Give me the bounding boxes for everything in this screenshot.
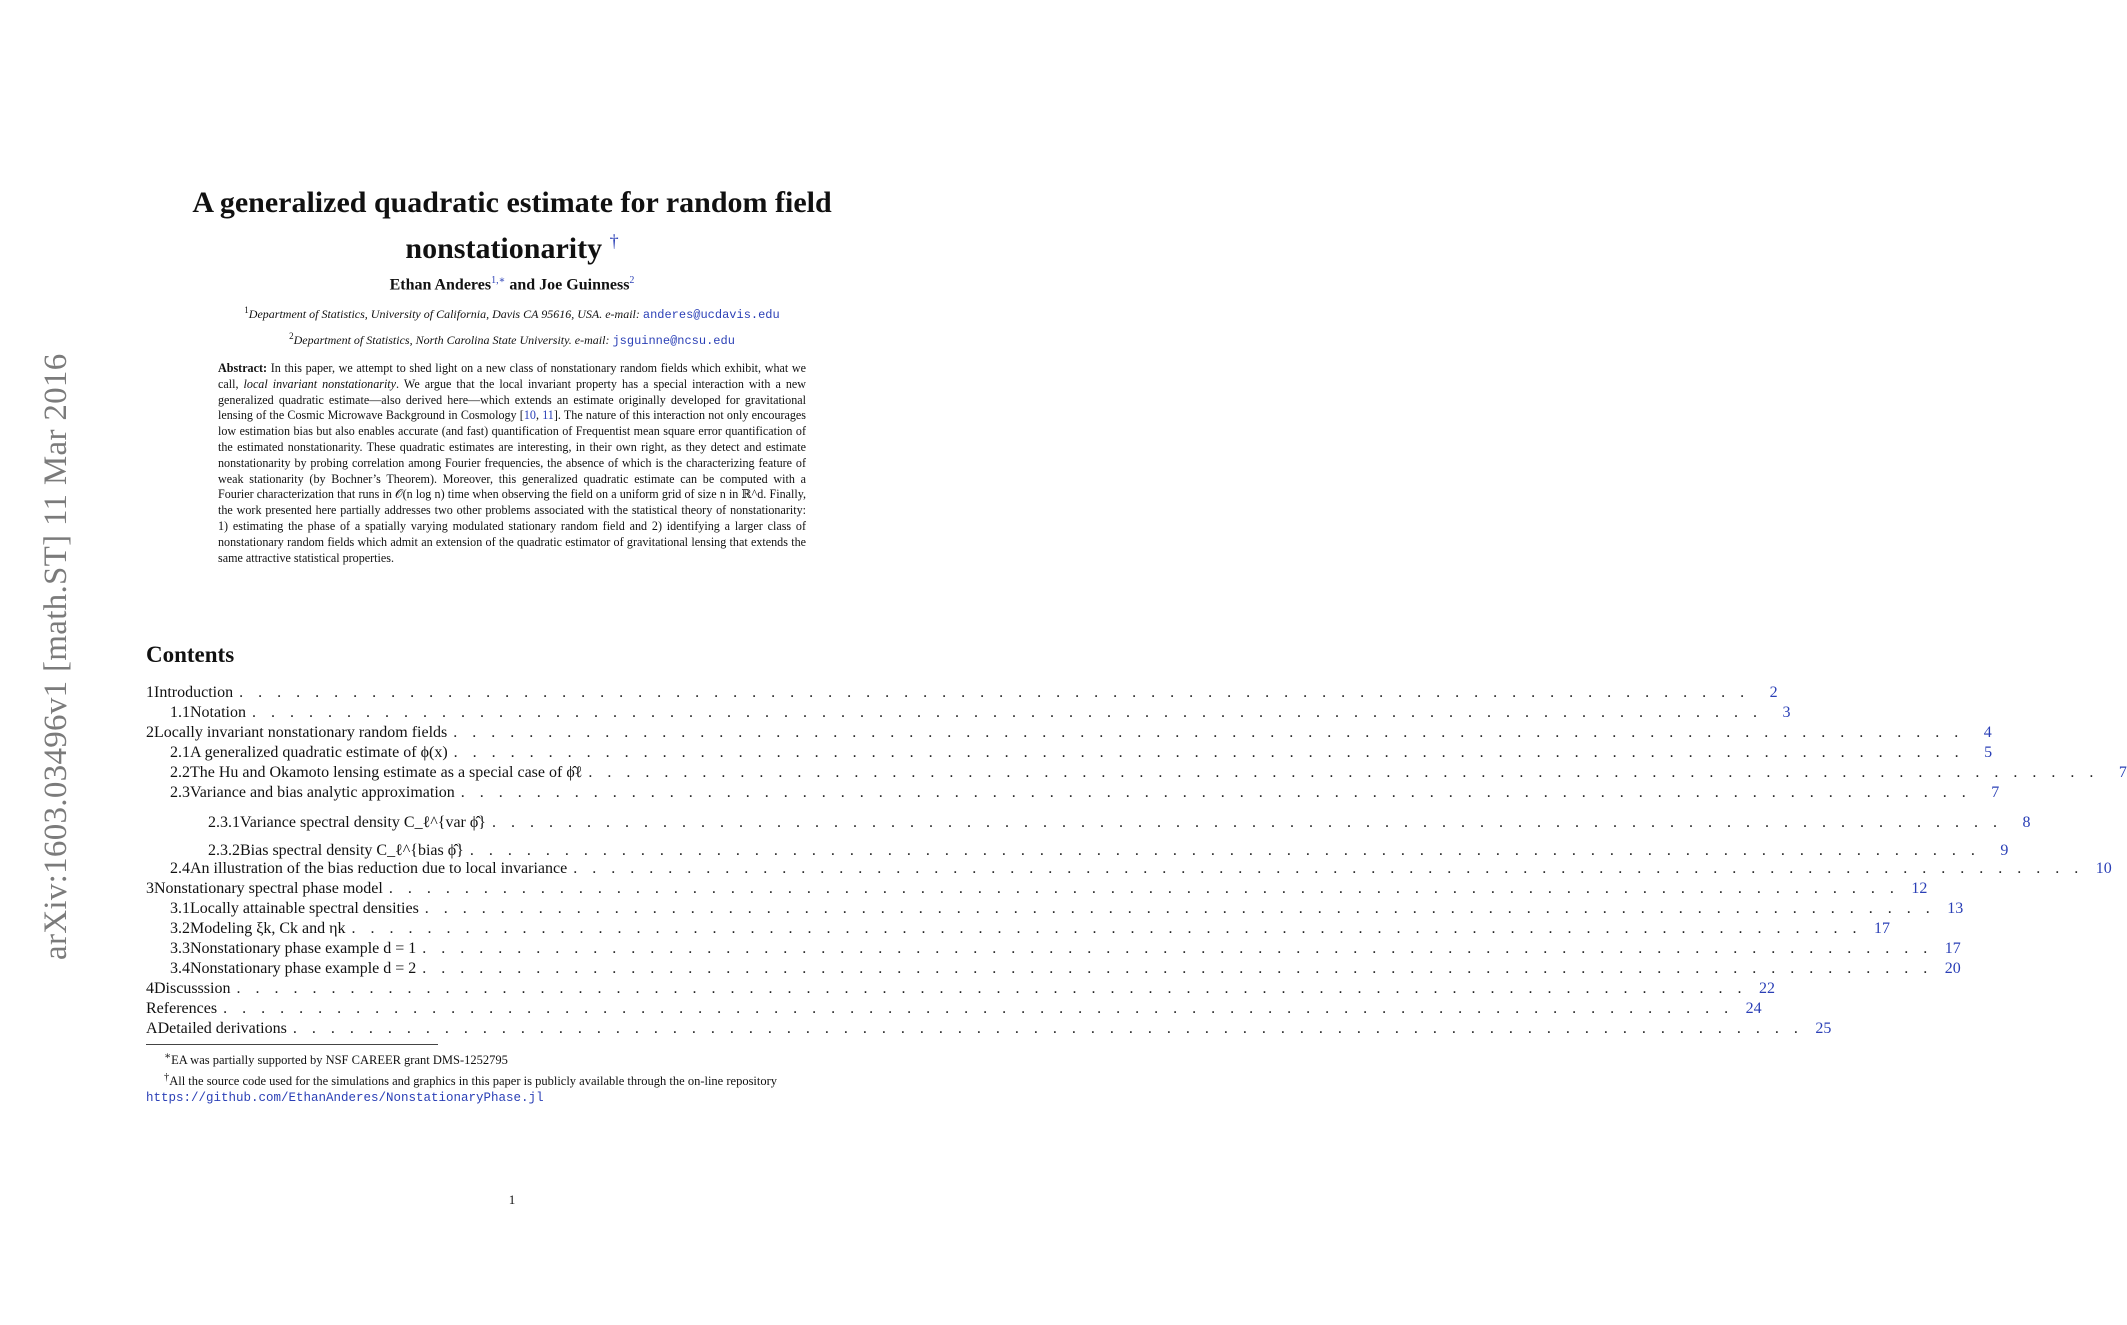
toc-entry-page[interactable]: 17: [1944, 940, 1961, 957]
toc-leader-dots: . . . . . . . . . . . . . . . . . . . . . . . . . . . . . . . . . . . . . . . . . . . . . . . . . . . . . . . . . . . . . . . . . . . . . . . . . . . . . . . .: [223, 1000, 1734, 1017]
toc-leader-dots: . . . . . . . . . . . . . . . . . . . . . . . . . . . . . . . . . . . . . . . . . . . . . . . . . . . . . . . . . . . . . . . . . . . . . . . . . . . . . . . .: [424, 900, 1936, 917]
toc-leader-dots: . . . . . . . . . . . . . . . . . . . . . . . . . . . . . . . . . . . . . . . . . . . . . . . . . . . . . . . . . . . . . . . . . . . . . . . . . . . . . . . .: [453, 744, 1965, 761]
toc-entry-label: Nonstationary phase example d = 2: [190, 960, 417, 977]
footnote-1-text: EA was partially supported by NSF CAREER grant DMS-1252795: [171, 1053, 508, 1068]
author-list: [150, 275, 874, 294]
toc-entry-page[interactable]: 25: [1815, 1020, 1832, 1037]
toc-leader-dots: . . . . . . . . . . . . . . . . . . . . . . . . . . . . . . . . . . . . . . . . . . . . . . . . . . . . . . . . . . . . . . . . . . . . . . . . . . . . . . . .: [422, 960, 1933, 977]
toc-entry-page[interactable]: 7: [1991, 784, 2000, 801]
toc-leader-dots: . . . . . . . . . . . . . . . . . . . . . . . . . . . . . . . . . . . . . . . . . . . . . . . . . . . . . . . . . . . . . . . . . . . . . . . . . . . . . . . .: [588, 764, 2099, 781]
toc-leader-dots: . . . . . . . . . . . . . . . . . . . . . . . . . . . . . . . . . . . . . . . . . . . . . . . . . . . . . . . . . . . . . . . . . . . . . . . . . . . . . . . .: [239, 684, 1750, 701]
contents-heading: Contents: [146, 642, 235, 667]
affiliation-2: [150, 331, 874, 348]
toc-entry[interactable]: [146, 1020, 1832, 1040]
abstract: [218, 361, 806, 566]
affiliation-1-email[interactable]: anderes@ucdavis.edu: [642, 308, 780, 322]
affiliation-2-email[interactable]: jsguinne@ncsu.edu: [612, 334, 735, 348]
toc-entry[interactable]: [146, 744, 1993, 764]
toc-entry-label: Locally invariant nonstationary random fields: [154, 724, 448, 741]
author-1: Ethan Anderes: [389, 276, 492, 294]
toc-leader-dots: . . . . . . . . . . . . . . . . . . . . . . . . . . . . . . . . . . . . . . . . . . . . . . . . . . . . . . . . . . . . . . . . . . . . . . . . . . . . . . . .: [460, 784, 1972, 801]
toc-leader-dots: . . . . . . . . . . . . . . . . . . . . . . . . . . . . . . . . . . . . . . . . . . . . . . . . . . . . . . . . . . . . . . . . . . . . . . . . . . . . . . . .: [252, 704, 1763, 721]
citation-10[interactable]: 10: [523, 408, 536, 423]
author-1-affil-mark[interactable]: 1,∗: [491, 275, 506, 286]
toc-leader-dots: . . . . . . . . . . . . . . . . . . . . . . . . . . . . . . . . . . . . . . . . . . . . . . . . . . . . . . . . . . . . . . . . . . . . . . . . . . . . . . . .: [351, 920, 1862, 937]
footnote-1: [146, 1048, 886, 1069]
toc-entry-page[interactable]: 2: [1769, 684, 1778, 701]
title-line-1: A generalized quadratic estimate for random field: [192, 186, 832, 219]
footnote-2-mark: †: [164, 1072, 170, 1084]
toc-entry-label: Variance spectral density C_ℓ^{var ϕ̂}: [240, 814, 486, 831]
toc-entry-label: Introduction: [154, 684, 234, 701]
author-conjunction: and: [509, 276, 536, 294]
toc-entry-label: Locally attainable spectral densities: [190, 900, 419, 917]
abstract-text-1: In this paper, we attempt to shed light on a new class of nonstationary random fields which exhibit, what we call,: [218, 361, 806, 391]
toc-entry-number: 3.3: [170, 940, 190, 957]
toc-entry-label: Bias spectral density C_ℓ^{bias ϕ̂}: [240, 842, 464, 859]
toc-entry-page[interactable]: 17: [1874, 920, 1890, 937]
toc-leader-dots: . . . . . . . . . . . . . . . . . . . . . . . . . . . . . . . . . . . . . . . . . . . . . . . . . . . . . . . . . . . . . . . . . . . . . . . . . . . . . . . .: [292, 1020, 1804, 1037]
footnote-divider: [146, 1044, 438, 1045]
toc-entry-number: 2.3: [170, 784, 190, 801]
toc-entry-page[interactable]: 7: [2118, 764, 2127, 781]
affiliation-1: [150, 305, 874, 322]
toc-entry-label: Nonstationary phase example d = 1: [190, 940, 417, 957]
author-2-affil-mark[interactable]: 2: [629, 275, 635, 286]
toc-entry-page[interactable]: 20: [1944, 960, 1961, 977]
toc-entry[interactable]: [146, 724, 1992, 744]
toc-entry-label: The Hu and Okamoto lensing estimate as a special case of ϕ̂ℓ: [190, 764, 583, 781]
toc-leader-dots: . . . . . . . . . . . . . . . . . . . . . . . . . . . . . . . . . . . . . . . . . . . . . . . . . . . . . . . . . . . . . . . . . . . . . . . . . . . . . . . .: [422, 940, 1933, 957]
abstract-emphasis: local invariant nonstationarity: [243, 376, 397, 391]
toc-entry[interactable]: [146, 764, 2127, 784]
affiliation-2-text: Department of Statistics, North Carolina State University. e-mail:: [293, 333, 613, 347]
toc-entry[interactable]: [146, 900, 1964, 920]
toc-entry-number: 3.4: [170, 960, 190, 977]
toc-entry-number: 4: [146, 980, 154, 997]
toc-entry-number: 2.1: [170, 744, 190, 761]
toc-entry[interactable]: [146, 1000, 1762, 1020]
toc-entry[interactable]: [146, 920, 1890, 940]
toc-entry-label: Modeling ξk, Ck and ηk: [190, 920, 346, 937]
page-number: 1: [508, 1192, 516, 1207]
toc-entry-number: 2.3.2: [208, 842, 240, 859]
toc-entry-label: Nonstationary spectral phase model: [154, 880, 383, 897]
toc-entry[interactable]: [146, 804, 2031, 832]
footnote-2-text: All the source code used for the simulations and graphics in this paper is publicly available through the on-line repository: [169, 1074, 778, 1089]
toc-entry-number: 3.1: [170, 900, 190, 917]
toc-entry-number: 1.1: [170, 704, 190, 721]
toc-leader-dots: . . . . . . . . . . . . . . . . . . . . . . . . . . . . . . . . . . . . . . . . . . . . . . . . . . . . . . . . . . . . . . . . . . . . . . . . . . . . . . . .: [491, 814, 2003, 831]
toc-entry-number: 1: [146, 684, 154, 701]
toc-entry-number: 2.4: [170, 860, 190, 877]
abstract-text-2: . We argue that the local invariant property has a special interaction with a new generalized quadratic estimate—also derived here—which extends an estimate originally developed for gravitational lensing of the Cosmic Microwave Background in Cosmology [: [218, 376, 806, 423]
affiliation-1-text: Department of Statistics, University of California, Davis CA 95616, USA. e-mail:: [248, 307, 643, 321]
footnote-1-mark: ∗: [164, 1051, 172, 1062]
toc-entry[interactable]: [146, 860, 2112, 880]
abstract-lead: Abstract:: [218, 361, 268, 375]
toc-entry-number: 3.2: [170, 920, 190, 937]
footnote-2: [146, 1069, 886, 1090]
title-line-2: nonstationarity †: [405, 231, 619, 265]
repository-link[interactable]: https://github.com/EthanAnderes/NonstationaryPhase.jl: [146, 1091, 544, 1106]
toc-entry-page[interactable]: 13: [1947, 900, 1964, 917]
toc-entry[interactable]: [146, 940, 1961, 960]
toc-entry[interactable]: [146, 704, 1791, 724]
toc-entry-label: References: [146, 1000, 218, 1017]
toc-entry-page[interactable]: 3: [1782, 704, 1791, 721]
toc-entry-label: A generalized quadratic estimate of ϕ(x): [190, 744, 448, 761]
toc-entry[interactable]: [146, 784, 2000, 804]
toc-entry-page[interactable]: 12: [1911, 880, 1928, 897]
abstract-text-3: ]. The nature of this interaction not only encourages low estimation bias but also enables accurate (and fast) quantification of Frequentist mean square error quantification of the estimated nonstationarity. These quadratic estimates are interesting, in their own right, as they detect and estimate nonstationarity by probing correlation among Fourier frequencies, the absence of which is the characterizing feature of weak stationarity (by Bochner’s Theorem). Moreover, this generalized quadratic estimate can be computed with a Fourier characterization that runs in 𝒪(n log n) time when observing the field on a uniform grid of size n in ℝ^d. Finally, the work presented here partially addresses two other problems associated with the statistical theory of nonstationarity: 1) estimating the phase of a spatially varying modulated stationary random field and 2) identifying a larger class of nonstationary random fields which admit an extension of the quadratic estimator of gravitational lensing that extends the same attractive statistical properties.: [218, 408, 807, 565]
toc-leader-dots: . . . . . . . . . . . . . . . . . . . . . . . . . . . . . . . . . . . . . . . . . . . . . . . . . . . . . . . . . . . . . . . . . . . . . . . . . . . . . . . .: [573, 860, 2084, 877]
paper-title: [150, 184, 874, 268]
toc-entry-page[interactable]: 24: [1745, 1000, 1762, 1017]
toc-entry[interactable]: [146, 880, 1928, 900]
title-footnote-mark[interactable]: †: [609, 231, 619, 251]
toc-entry-page[interactable]: 5: [1984, 744, 1993, 761]
toc-entry-number: 2.3.1: [208, 814, 240, 831]
arxiv-identifier-stamp: arXiv:1603.03496v1 [math.ST] 11 Mar 2016: [38, 353, 74, 960]
toc-entry-number: 2: [146, 724, 154, 741]
toc-entry-label: An illustration of the bias reduction due to local invariance: [190, 860, 568, 877]
footnotes: [146, 1048, 886, 1107]
toc-entry-page[interactable]: 22: [1758, 980, 1775, 997]
toc-entry-label: Detailed derivations: [157, 1020, 287, 1037]
toc-entry[interactable]: [146, 980, 1775, 1000]
table-of-contents: [146, 684, 2127, 1040]
toc-entry-number: 2.2: [170, 764, 190, 781]
toc-entry-page[interactable]: 9: [2000, 842, 2009, 859]
toc-entry-page[interactable]: 8: [2022, 814, 2031, 831]
toc-entry[interactable]: [146, 960, 1961, 980]
toc-entry-label: Notation: [190, 704, 246, 721]
toc-entry[interactable]: [146, 684, 1778, 704]
toc-entry[interactable]: [146, 832, 2009, 860]
toc-entry-page[interactable]: 4: [1983, 724, 1992, 741]
affiliation-2-mark: 2: [289, 331, 294, 341]
toc-entry-page[interactable]: 10: [2095, 860, 2112, 877]
toc-leader-dots: . . . . . . . . . . . . . . . . . . . . . . . . . . . . . . . . . . . . . . . . . . . . . . . . . . . . . . . . . . . . . . . . . . . . . . . . . . . . . . . .: [236, 980, 1747, 997]
citation-separator: ,: [535, 408, 543, 423]
toc-leader-dots: . . . . . . . . . . . . . . . . . . . . . . . . . . . . . . . . . . . . . . . . . . . . . . . . . . . . . . . . . . . . . . . . . . . . . . . . . . . . . . . .: [388, 880, 1900, 897]
citation-11[interactable]: 11: [542, 408, 554, 423]
affiliation-1-mark: 1: [244, 305, 249, 315]
toc-entry-label: Variance and bias analytic approximation: [190, 784, 455, 801]
toc-entry-number: A: [146, 1020, 158, 1037]
toc-entry-number: 3: [146, 880, 154, 897]
author-2: Joe Guinness: [539, 276, 630, 294]
toc-entry-label: Discusssion: [154, 980, 231, 997]
toc-leader-dots: . . . . . . . . . . . . . . . . . . . . . . . . . . . . . . . . . . . . . . . . . . . . . . . . . . . . . . . . . . . . . . . . . . . . . . . . . . . . . . . .: [453, 724, 1964, 741]
toc-leader-dots: . . . . . . . . . . . . . . . . . . . . . . . . . . . . . . . . . . . . . . . . . . . . . . . . . . . . . . . . . . . . . . . . . . . . . . . . . . . . . . . .: [469, 842, 1981, 859]
